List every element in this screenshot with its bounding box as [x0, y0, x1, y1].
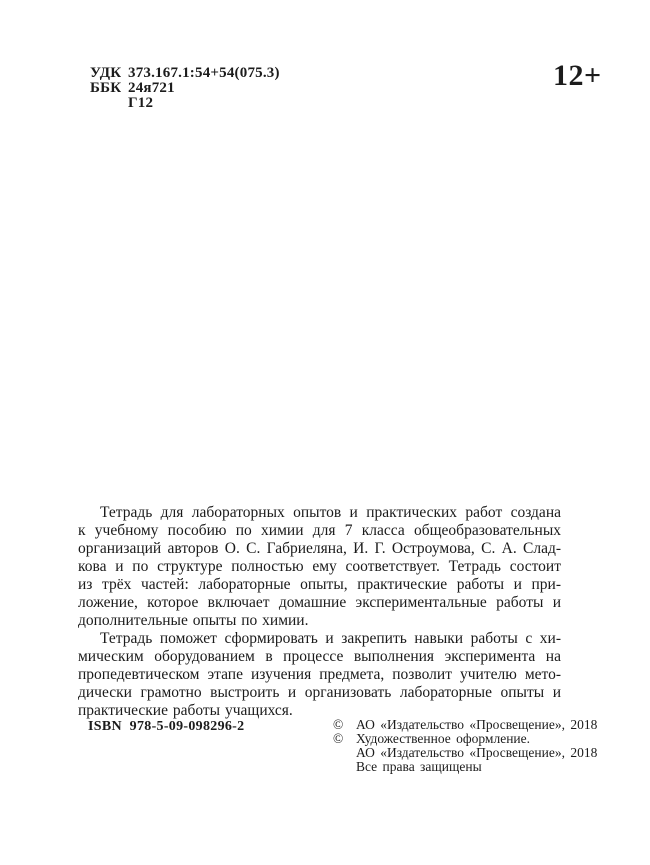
- udk-line: [90, 66, 280, 81]
- annotation-line: дически грамотно выстроить и организовать лабораторные опыты и: [78, 684, 561, 701]
- bbk-label: ББК: [90, 80, 122, 97]
- annotation-line: Тетрадь поможет сформировать и закрепить навыки работы с хи-: [100, 630, 561, 647]
- annotation-line: практические работы учащихся.: [78, 702, 293, 719]
- annotation-line: из трёх частей: лабораторные опыты, практические работы и при-: [78, 576, 561, 593]
- copyright-line: [333, 732, 601, 746]
- copyright-block: [333, 718, 601, 774]
- annotation-line: организаций авторов О. С. Габриеляна, И. Г. Остроумова, С. А. Слад-: [78, 540, 561, 557]
- author-code-line: [90, 96, 280, 111]
- copyright-line: [333, 718, 601, 732]
- copyright-text: Художественное оформление.: [356, 730, 531, 746]
- copyright-symbol: ©: [333, 717, 344, 732]
- copyright-symbol: [333, 760, 356, 774]
- copyright-symbol: [333, 746, 356, 760]
- copyright-text: АО «Издательство «Просвещение», 2018: [356, 717, 598, 732]
- bbk-line: [90, 81, 280, 96]
- copyright-symbol: ©: [333, 730, 344, 746]
- copyright-text: АО «Издательство «Просвещение», 2018: [356, 744, 598, 760]
- annotation-line: Тетрадь для лабораторных опытов и практических работ создана: [100, 504, 561, 521]
- annotation-line: кова и по структуре полностью ему соответствует. Тетрадь состоит: [78, 558, 561, 575]
- annotation-line: мическим оборудованием в процессе выполнения эксперимента на: [78, 648, 561, 665]
- bbk-value: 24я721: [128, 80, 175, 97]
- udk-label: УДК: [90, 65, 122, 81]
- annotation-line: пропедевтическом этапе изучения предмета, позволит учителю мето-: [78, 666, 561, 683]
- annotation-line: к учебному пособию по химии для 7 класса общеобразовательных: [78, 522, 561, 539]
- annotation-line: дополнительные опыты по химии.: [78, 612, 309, 629]
- copyright-text: Все права защищены: [356, 758, 482, 774]
- isbn-text: ISBN 978-5-09-098296-2: [88, 719, 245, 734]
- author-code: Г12: [128, 95, 154, 112]
- classification-block: [90, 66, 280, 112]
- annotation-block: [78, 504, 561, 720]
- annotation-paragraph-2: [78, 630, 561, 720]
- annotation-line: ложение, которое включает домашние экспериментальные работы и: [78, 594, 561, 611]
- annotation-paragraph-1: [78, 504, 561, 630]
- udk-value: 373.167.1:54+54(075.3): [128, 65, 280, 81]
- copyright-line: [333, 746, 601, 760]
- age-rating-badge: 12+: [553, 59, 602, 92]
- copyright-line: [333, 760, 601, 774]
